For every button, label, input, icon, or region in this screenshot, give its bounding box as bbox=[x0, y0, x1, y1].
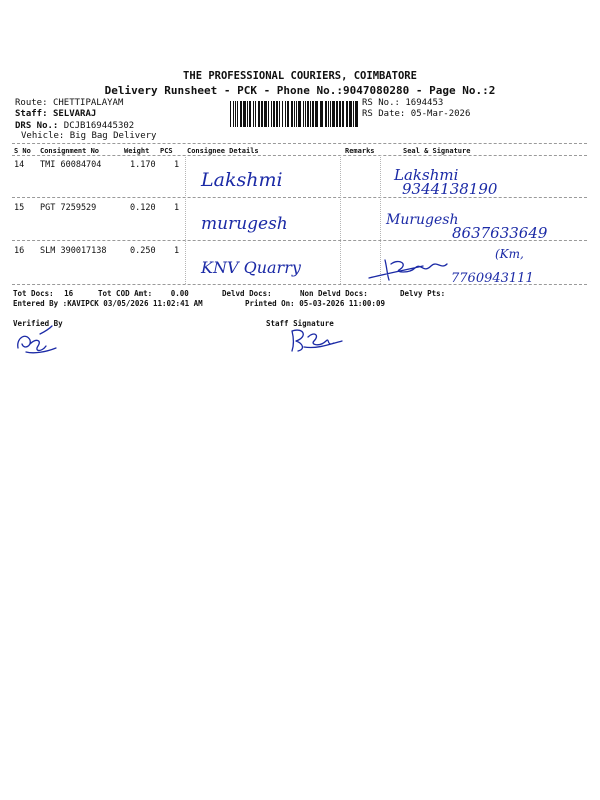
barcode-bar bbox=[339, 101, 341, 127]
barcode-bar bbox=[355, 101, 358, 127]
seal-phone-text: 7760943111 bbox=[451, 271, 534, 286]
entered-by-line bbox=[13, 299, 203, 308]
barcode-bar bbox=[268, 101, 269, 127]
verified-by-signature bbox=[12, 324, 72, 358]
consignee-handwriting-text: Lakshmi bbox=[201, 169, 283, 191]
company-title: THE PROFESSIONAL COURIERS, COIMBATORE bbox=[183, 70, 417, 82]
printed-on-value: 05-03-2026 11:00:09 bbox=[299, 299, 385, 308]
col-consignee: Consignee Details bbox=[187, 147, 259, 155]
route-label: Route: bbox=[15, 98, 48, 108]
rs-date-line bbox=[362, 109, 470, 119]
consignee-handwriting-text: murugesh bbox=[201, 214, 288, 234]
printed-on-line bbox=[245, 299, 385, 308]
printed-on-label: Printed On: bbox=[245, 299, 295, 308]
barcode-bar bbox=[261, 101, 263, 127]
barcode-bar bbox=[237, 101, 238, 127]
row-consignment: TMI 60084704 bbox=[40, 160, 102, 170]
barcode-bar bbox=[279, 101, 280, 127]
barcode-bar bbox=[312, 101, 314, 127]
barcode-bar bbox=[235, 101, 236, 127]
staff-signature-label: Staff Signature bbox=[266, 319, 334, 328]
seal-signature bbox=[380, 158, 580, 198]
barcode-bar bbox=[330, 101, 331, 127]
tot-cod-value: 0.00 bbox=[170, 289, 189, 298]
table-top-rule bbox=[12, 143, 587, 144]
barcode-bar bbox=[294, 101, 295, 127]
column-divider bbox=[340, 155, 341, 284]
row-sno: 16 bbox=[14, 246, 25, 256]
barcode-bar bbox=[307, 101, 309, 127]
col-pcs: PCS bbox=[160, 147, 173, 155]
row-consignment: SLM 390017138 bbox=[40, 246, 107, 256]
staff-label: Staff: bbox=[15, 109, 48, 119]
barcode-bar bbox=[325, 101, 327, 127]
entered-by-value: KAVIPCK 03/05/2026 11:02:41 AM bbox=[67, 299, 203, 308]
tot-docs-value: 16 bbox=[64, 289, 74, 298]
barcode-bar bbox=[255, 101, 256, 127]
barcode-bar bbox=[243, 101, 246, 127]
tot-cod bbox=[98, 289, 189, 298]
barcode-bar bbox=[332, 101, 335, 127]
row-weight: 0.120 bbox=[130, 203, 156, 213]
non-delvd-docs-label: Non Delvd Docs: bbox=[300, 289, 368, 298]
row-consignment: PGT 7259529 bbox=[40, 203, 97, 213]
consignee-handwriting bbox=[195, 247, 335, 283]
seal-signature-text: (Km, bbox=[495, 247, 524, 261]
entered-by-label: Entered By : bbox=[13, 299, 68, 308]
barcode-bar bbox=[271, 101, 272, 127]
consignee-handwriting bbox=[195, 203, 335, 239]
table-header-rule bbox=[12, 155, 587, 156]
barcode-bar bbox=[240, 101, 242, 127]
rs-date-label: RS Date: bbox=[362, 109, 406, 119]
seal-signature-text: Lakshmi bbox=[394, 166, 459, 184]
row-pcs: 1 bbox=[174, 160, 180, 170]
route-value: CHETTIPALAYAM bbox=[52, 98, 124, 108]
totals-line bbox=[13, 289, 73, 298]
barcode-bar bbox=[287, 101, 289, 127]
barcode-bar bbox=[303, 101, 304, 127]
barcode-bar bbox=[353, 101, 354, 127]
barcode-bar bbox=[276, 101, 278, 127]
vehicle-line bbox=[21, 131, 156, 141]
barcode-bar bbox=[282, 101, 283, 127]
barcode-bar bbox=[346, 101, 348, 127]
route-line bbox=[15, 98, 123, 108]
rs-date-value: 05-Mar-2026 bbox=[410, 109, 471, 119]
barcode-bar bbox=[258, 101, 260, 127]
row-weight: 1.170 bbox=[130, 160, 156, 170]
col-seal-signature: Seal & Signature bbox=[403, 147, 471, 155]
drs-label: DRS No.: bbox=[15, 121, 59, 131]
barcode-bar bbox=[291, 101, 293, 127]
barcode-bar bbox=[342, 101, 344, 127]
row-sno: 15 bbox=[14, 203, 25, 213]
barcode-bar bbox=[320, 101, 323, 127]
barcode-bar bbox=[315, 101, 318, 127]
barcode-bar bbox=[285, 101, 286, 127]
col-remarks: Remarks bbox=[345, 147, 375, 155]
verified-by-label: Verified By bbox=[13, 319, 63, 328]
column-divider bbox=[185, 155, 186, 284]
barcode-bar bbox=[298, 101, 301, 127]
vehicle-value: Big Bag Delivery bbox=[69, 131, 157, 141]
row-weight: 0.250 bbox=[130, 246, 156, 256]
drs-value: DCJB169445302 bbox=[63, 121, 135, 131]
barcode-bar bbox=[253, 101, 254, 127]
barcode-bar bbox=[328, 101, 329, 127]
barcode-bar bbox=[305, 101, 306, 127]
row-pcs: 1 bbox=[174, 203, 180, 213]
seal-phone-text: 9344138190 bbox=[402, 180, 498, 198]
barcode-bar bbox=[336, 101, 338, 127]
col-weight: Weight bbox=[124, 147, 150, 155]
rs-no-label: RS No.: bbox=[362, 98, 400, 108]
rs-no-value: 1694453 bbox=[405, 98, 444, 108]
staff-value: SELVARAJ bbox=[52, 109, 97, 119]
staff-signature bbox=[286, 323, 356, 357]
barcode-bar bbox=[249, 101, 251, 127]
tot-docs-label: Tot Docs: bbox=[13, 289, 54, 298]
col-sno: S No bbox=[14, 147, 31, 155]
barcode-bar bbox=[349, 101, 352, 127]
seal-signature-text: Murugesh bbox=[386, 212, 459, 228]
barcode-bar bbox=[296, 101, 297, 127]
vehicle-label: Vehicle: bbox=[21, 131, 65, 141]
signature-scribble bbox=[369, 260, 447, 280]
barcode-bar bbox=[310, 101, 311, 127]
consignee-handwriting-text: KNV Quarry bbox=[201, 258, 301, 277]
barcode-bar bbox=[233, 101, 234, 127]
consignee-handwriting bbox=[195, 160, 335, 196]
runsheet-subtitle: Delivery Runsheet - PCK - Phone No.:9047080280 - Page No.:2 bbox=[104, 84, 496, 97]
row-pcs: 1 bbox=[174, 246, 180, 256]
staff-line bbox=[15, 109, 96, 119]
barcode bbox=[230, 101, 358, 127]
delvd-docs-label: Delvd Docs: bbox=[222, 289, 272, 298]
seal-signature bbox=[365, 244, 580, 288]
barcode-bar bbox=[273, 101, 275, 127]
row-sno: 14 bbox=[14, 160, 25, 170]
seal-signature bbox=[380, 202, 580, 242]
barcode-bar bbox=[247, 101, 248, 127]
barcode-bar bbox=[264, 101, 267, 127]
drs-line bbox=[15, 121, 134, 131]
col-consignment: Consignment No bbox=[40, 147, 100, 155]
seal-phone-text: 8637633649 bbox=[452, 224, 548, 242]
tot-cod-label: Tot COD Amt: bbox=[98, 289, 153, 298]
delvy-pts-label: Delvy Pts: bbox=[400, 289, 446, 298]
barcode-bar bbox=[230, 101, 231, 127]
rs-no-line bbox=[362, 98, 443, 108]
